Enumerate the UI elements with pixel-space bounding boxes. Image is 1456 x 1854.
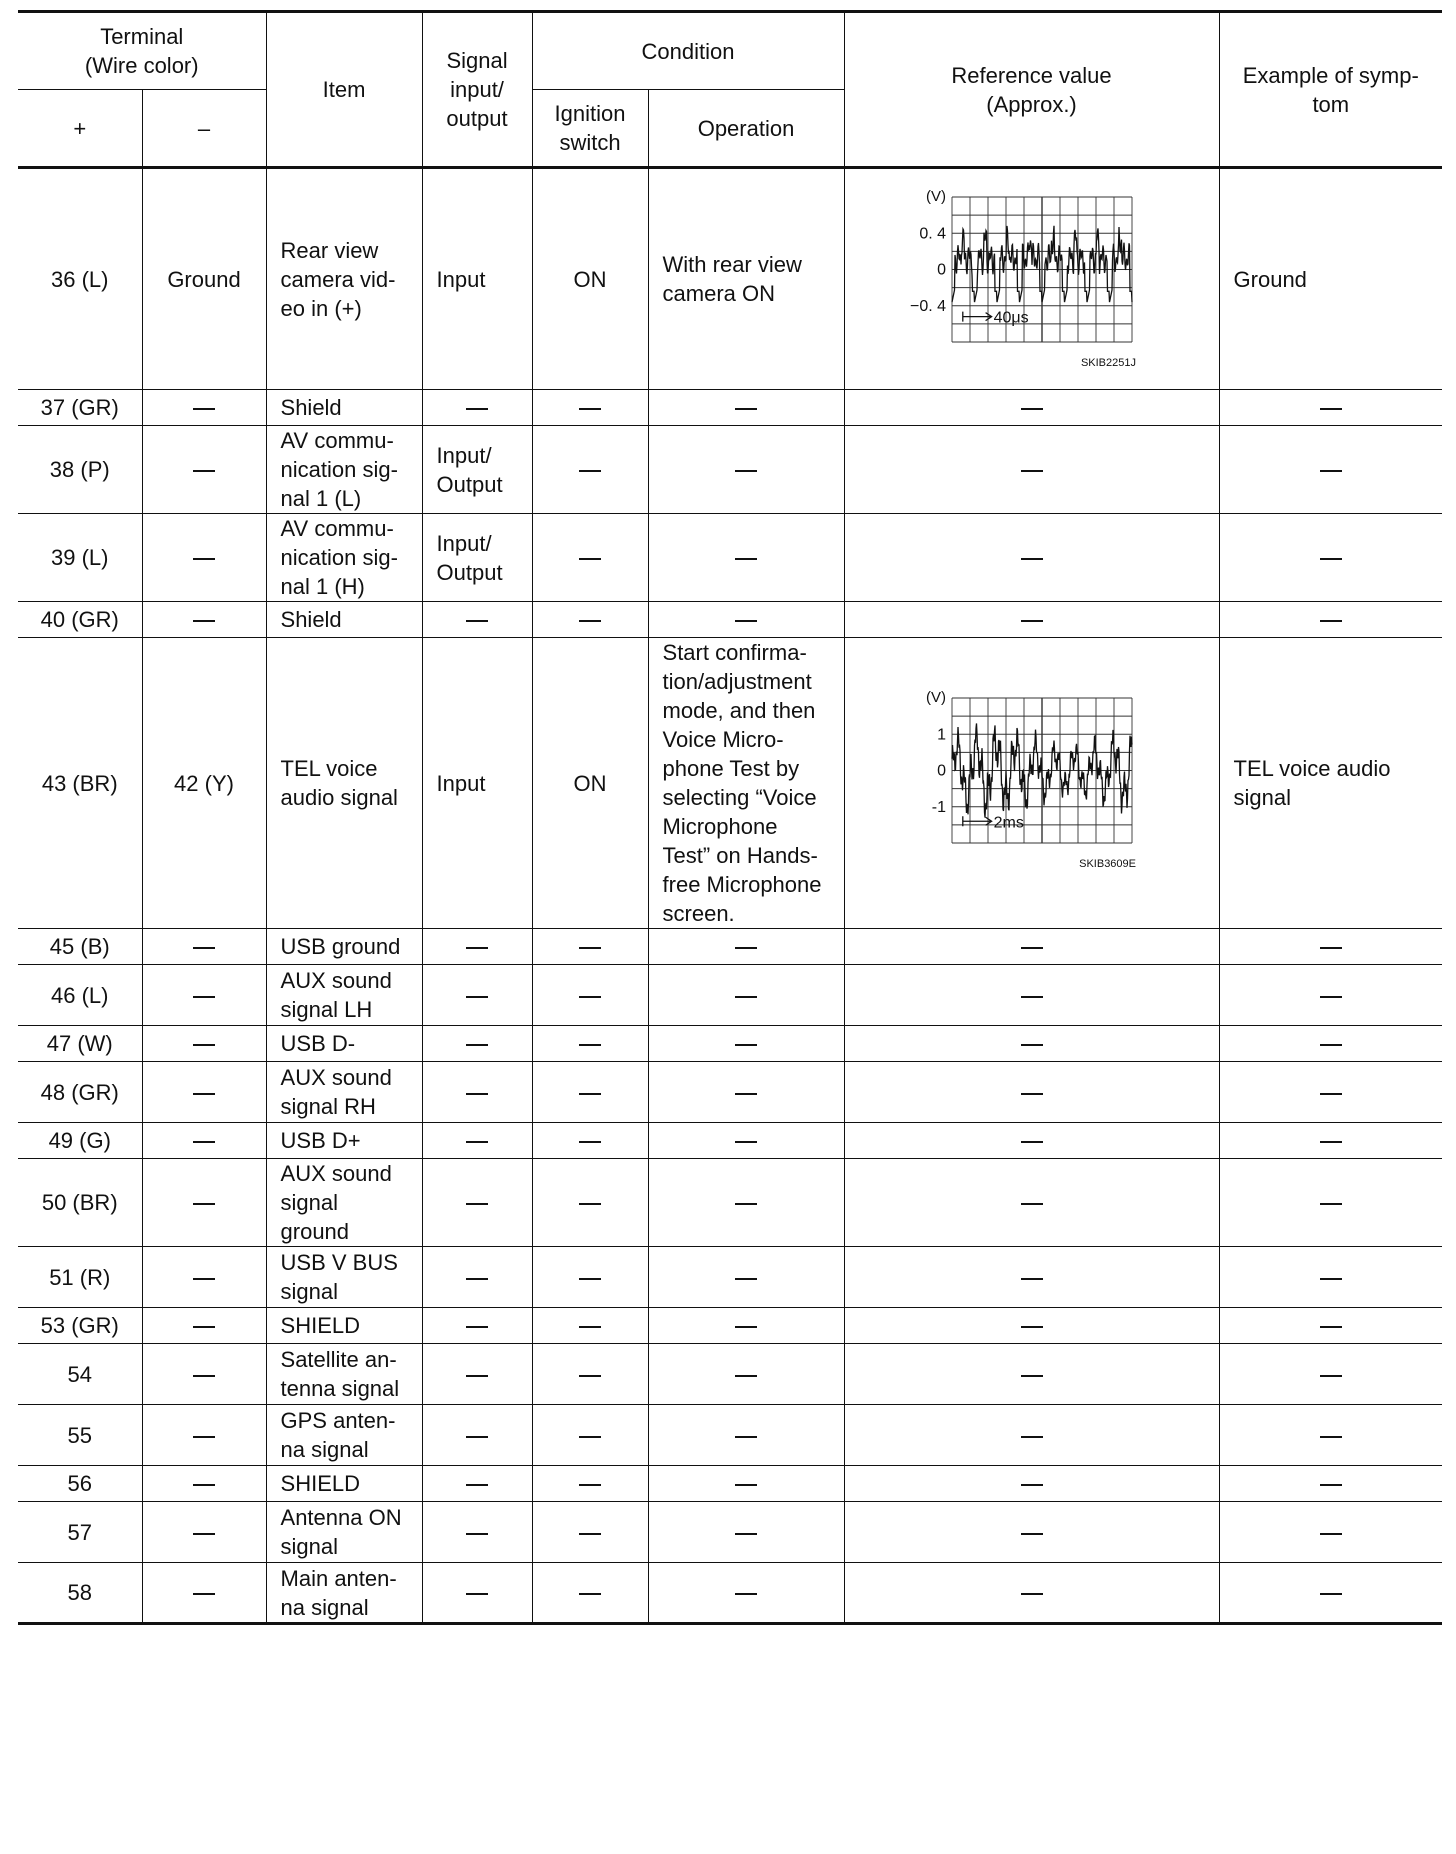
- signal-cell: [422, 390, 532, 426]
- symptom-cell: [1219, 602, 1442, 638]
- reference-cell: [844, 1563, 1219, 1624]
- terminal-plus-cell: 36 (L): [18, 168, 142, 390]
- dash: [735, 470, 757, 472]
- dash: [1021, 620, 1043, 622]
- terminal-minus-cell: [142, 1123, 266, 1159]
- terminal-minus-cell: [142, 390, 266, 426]
- dash: [193, 558, 215, 560]
- dash: [1021, 1141, 1043, 1143]
- waveform-tick-label: 0: [936, 261, 946, 279]
- dash: [1320, 620, 1342, 622]
- ignition-cell: [532, 929, 648, 965]
- dash: [579, 558, 601, 560]
- dash: [193, 1093, 215, 1095]
- ignition-cell: [532, 1502, 648, 1563]
- dash: [1021, 408, 1043, 410]
- waveform-tick-label: −0. 4: [909, 297, 946, 315]
- reference-cell: [844, 1344, 1219, 1405]
- table-row: [18, 1062, 1442, 1123]
- operation-cell: [648, 1466, 844, 1502]
- symptom-cell: [1219, 1405, 1442, 1466]
- symptom-cell: [1219, 1308, 1442, 1344]
- dash: [735, 1203, 757, 1205]
- terminal-minus-cell: [142, 1247, 266, 1308]
- header-reference: Reference value (Approx.): [844, 12, 1219, 168]
- reference-cell: [844, 929, 1219, 965]
- terminal-minus-cell: [142, 602, 266, 638]
- waveform-tick-label: -1: [931, 798, 946, 816]
- terminal-plus-cell: 48 (GR): [18, 1062, 142, 1123]
- symptom-cell: [1219, 1062, 1442, 1123]
- ignition-cell: [532, 1159, 648, 1247]
- dash: [579, 470, 601, 472]
- dash: [193, 1278, 215, 1280]
- terminal-plus-cell: 49 (G): [18, 1123, 142, 1159]
- waveform-unit: (V): [925, 188, 946, 205]
- dash: [466, 947, 488, 949]
- dash: [466, 996, 488, 998]
- terminal-plus-cell: 55: [18, 1405, 142, 1466]
- signal-cell: Input: [422, 168, 532, 390]
- operation-cell: [648, 1502, 844, 1563]
- signal-cell: [422, 1308, 532, 1344]
- operation-cell: [648, 390, 844, 426]
- dash: [466, 1044, 488, 1046]
- ignition-cell: [532, 1026, 648, 1062]
- symptom-cell: [1219, 1466, 1442, 1502]
- dash: [1320, 1326, 1342, 1328]
- waveform-tick-label: 0. 4: [918, 225, 946, 243]
- item-cell: USB ground: [266, 929, 422, 965]
- operation-cell: [648, 1247, 844, 1308]
- symptom-cell: [1219, 1563, 1442, 1624]
- dash: [579, 620, 601, 622]
- dash: [579, 947, 601, 949]
- dash: [466, 1326, 488, 1328]
- terminal-minus-cell: [142, 1466, 266, 1502]
- terminal-minus-cell: [142, 1405, 266, 1466]
- item-cell: Antenna ON signal: [266, 1502, 422, 1563]
- dash: [1320, 947, 1342, 949]
- waveform-chart: [882, 179, 1182, 379]
- terminal-minus-cell: Ground: [142, 168, 266, 390]
- dash: [735, 408, 757, 410]
- dash: [1021, 1436, 1043, 1438]
- symptom-cell: [1219, 929, 1442, 965]
- dash: [466, 1278, 488, 1280]
- dash: [735, 1044, 757, 1046]
- terminal-plus-cell: 45 (B): [18, 929, 142, 965]
- dash: [579, 408, 601, 410]
- item-cell: Shield: [266, 602, 422, 638]
- terminal-plus-cell: 50 (BR): [18, 1159, 142, 1247]
- dash: [193, 620, 215, 622]
- symptom-cell: [1219, 1026, 1442, 1062]
- dash: [193, 1326, 215, 1328]
- signal-cell: [422, 1466, 532, 1502]
- dash: [1320, 1044, 1342, 1046]
- item-cell: AUX sound signal LH: [266, 965, 422, 1026]
- dash: [193, 408, 215, 410]
- dash: [1320, 558, 1342, 560]
- operation-cell: [648, 1123, 844, 1159]
- dash: [735, 558, 757, 560]
- reference-cell: [844, 514, 1219, 602]
- reference-cell: [844, 426, 1219, 514]
- terminal-minus-cell: [142, 965, 266, 1026]
- waveform-chart: [882, 680, 1182, 886]
- item-cell: Satellite an- tenna signal: [266, 1344, 422, 1405]
- table-row: [18, 1466, 1442, 1502]
- dash: [1320, 1593, 1342, 1595]
- dash: [735, 1278, 757, 1280]
- signal-cell: Input/ Output: [422, 514, 532, 602]
- dash: [466, 1093, 488, 1095]
- dash: [193, 1203, 215, 1205]
- table-row: [18, 929, 1442, 965]
- dash: [1021, 1326, 1043, 1328]
- dash: [466, 408, 488, 410]
- dash: [1021, 1203, 1043, 1205]
- waveform-tick-label: 1: [936, 726, 946, 744]
- dash: [579, 1044, 601, 1046]
- terminal-table-sheet: [18, 10, 1442, 1625]
- dash: [466, 1484, 488, 1486]
- reference-cell: [844, 1247, 1219, 1308]
- dash: [579, 1375, 601, 1377]
- waveform-tick-label: 0: [936, 762, 946, 780]
- terminal-table: [18, 10, 1442, 1625]
- operation-cell: [648, 1563, 844, 1624]
- dash: [1021, 1044, 1043, 1046]
- dash: [466, 1533, 488, 1535]
- dash: [1021, 1593, 1043, 1595]
- ignition-cell: [532, 426, 648, 514]
- dash: [1021, 1093, 1043, 1095]
- dash: [735, 620, 757, 622]
- header-ignition: Ignition switch: [532, 90, 648, 168]
- terminal-plus-cell: 47 (W): [18, 1026, 142, 1062]
- dash: [735, 1593, 757, 1595]
- ignition-cell: [532, 602, 648, 638]
- dash: [193, 1484, 215, 1486]
- symptom-cell: Ground: [1219, 168, 1442, 390]
- ignition-cell: ON: [532, 168, 648, 390]
- dash: [1320, 1484, 1342, 1486]
- ignition-cell: [532, 1308, 648, 1344]
- terminal-minus-cell: [142, 1344, 266, 1405]
- ignition-cell: [532, 514, 648, 602]
- header-operation: Operation: [648, 90, 844, 168]
- dash: [466, 1375, 488, 1377]
- operation-cell: [648, 1308, 844, 1344]
- table-row: [18, 426, 1442, 514]
- reference-cell: [844, 1466, 1219, 1502]
- ignition-cell: [532, 1123, 648, 1159]
- reference-cell: [844, 638, 1219, 929]
- ignition-cell: [532, 390, 648, 426]
- dash: [1320, 1093, 1342, 1095]
- terminal-plus-cell: 57: [18, 1502, 142, 1563]
- header-plus: +: [18, 90, 142, 168]
- dash: [1021, 947, 1043, 949]
- item-cell: SHIELD: [266, 1466, 422, 1502]
- table-row: [18, 1308, 1442, 1344]
- item-cell: AUX sound signal RH: [266, 1062, 422, 1123]
- dash: [579, 1093, 601, 1095]
- waveform-code: SKIB2251J: [1080, 357, 1136, 369]
- dash: [1320, 1203, 1342, 1205]
- dash: [1320, 408, 1342, 410]
- dash: [735, 1484, 757, 1486]
- dash: [579, 1326, 601, 1328]
- dash: [579, 1484, 601, 1486]
- reference-cell: [844, 1405, 1219, 1466]
- terminal-minus-cell: [142, 929, 266, 965]
- dash: [193, 1533, 215, 1535]
- signal-cell: Input: [422, 638, 532, 929]
- terminal-plus-cell: 37 (GR): [18, 390, 142, 426]
- terminal-minus-cell: [142, 1308, 266, 1344]
- waveform-timebase: 40μs: [993, 309, 1029, 327]
- item-cell: GPS anten- na signal: [266, 1405, 422, 1466]
- header-signal: Signal input/ output: [422, 12, 532, 168]
- reference-cell: [844, 390, 1219, 426]
- signal-cell: [422, 1405, 532, 1466]
- item-cell: USB D+: [266, 1123, 422, 1159]
- reference-cell: [844, 1308, 1219, 1344]
- table-row: [18, 390, 1442, 426]
- ignition-cell: [532, 1062, 648, 1123]
- dash: [193, 1436, 215, 1438]
- dash: [1021, 996, 1043, 998]
- dash: [579, 1203, 601, 1205]
- terminal-minus-cell: [142, 514, 266, 602]
- table-row: [18, 1502, 1442, 1563]
- item-cell: AV commu- nication sig- nal 1 (H): [266, 514, 422, 602]
- terminal-minus-cell: [142, 1026, 266, 1062]
- signal-cell: [422, 929, 532, 965]
- dash: [579, 996, 601, 998]
- dash: [193, 1141, 215, 1143]
- header-symptom: Example of symp- tom: [1219, 12, 1442, 168]
- table-row: [18, 1247, 1442, 1308]
- terminal-plus-cell: 58: [18, 1563, 142, 1624]
- reference-cell: [844, 965, 1219, 1026]
- terminal-minus-cell: [142, 426, 266, 514]
- operation-cell: Start confirma- tion/adjustment mode, and then Voice Micro- phone Test by selecting “Voice Microphone Test” on Hands- free Microphone screen.: [648, 638, 844, 929]
- item-cell: TEL voice audio signal: [266, 638, 422, 929]
- item-cell: USB V BUS signal: [266, 1247, 422, 1308]
- dash: [193, 1044, 215, 1046]
- signal-cell: [422, 965, 532, 1026]
- symptom-cell: [1219, 426, 1442, 514]
- dash: [1320, 1533, 1342, 1535]
- table-row: [18, 168, 1442, 390]
- operation-cell: [648, 514, 844, 602]
- item-cell: Main anten- na signal: [266, 1563, 422, 1624]
- table-row: [18, 1344, 1442, 1405]
- dash: [1021, 1278, 1043, 1280]
- terminal-minus-cell: [142, 1062, 266, 1123]
- dash: [579, 1533, 601, 1535]
- header-condition: Condition: [532, 12, 844, 90]
- reference-cell: [844, 1026, 1219, 1062]
- ignition-cell: ON: [532, 638, 648, 929]
- reference-cell: [844, 1159, 1219, 1247]
- operation-cell: [648, 965, 844, 1026]
- dash: [735, 947, 757, 949]
- dash: [735, 1375, 757, 1377]
- dash: [1021, 558, 1043, 560]
- dash: [579, 1436, 601, 1438]
- table-row: [18, 1123, 1442, 1159]
- ignition-cell: [532, 965, 648, 1026]
- ignition-cell: [532, 1405, 648, 1466]
- dash: [466, 1436, 488, 1438]
- dash: [735, 1533, 757, 1535]
- signal-cell: [422, 1123, 532, 1159]
- reference-cell: [844, 1062, 1219, 1123]
- symptom-cell: [1219, 1159, 1442, 1247]
- dash: [579, 1141, 601, 1143]
- dash: [735, 1141, 757, 1143]
- dash: [735, 1436, 757, 1438]
- item-cell: AUX sound signal ground: [266, 1159, 422, 1247]
- dash: [466, 1593, 488, 1595]
- dash: [193, 996, 215, 998]
- ignition-cell: [532, 1563, 648, 1624]
- operation-cell: [648, 1062, 844, 1123]
- item-cell: Shield: [266, 390, 422, 426]
- symptom-cell: [1219, 1502, 1442, 1563]
- terminal-plus-cell: 51 (R): [18, 1247, 142, 1308]
- waveform-timebase: 2ms: [993, 814, 1024, 832]
- reference-cell: [844, 1502, 1219, 1563]
- ignition-cell: [532, 1247, 648, 1308]
- terminal-minus-cell: [142, 1563, 266, 1624]
- reference-cell: [844, 1123, 1219, 1159]
- signal-cell: [422, 1502, 532, 1563]
- dash: [579, 1593, 601, 1595]
- symptom-cell: [1219, 1247, 1442, 1308]
- dash: [466, 620, 488, 622]
- signal-cell: [422, 1062, 532, 1123]
- terminal-plus-cell: 40 (GR): [18, 602, 142, 638]
- symptom-cell: [1219, 1123, 1442, 1159]
- dash: [193, 1375, 215, 1377]
- timebase-arrow: [962, 312, 991, 322]
- dash: [1320, 1375, 1342, 1377]
- symptom-cell: [1219, 1344, 1442, 1405]
- dash: [735, 1326, 757, 1328]
- terminal-minus-cell: [142, 1502, 266, 1563]
- table-body: [18, 168, 1442, 1624]
- table-row: [18, 514, 1442, 602]
- symptom-cell: [1219, 514, 1442, 602]
- item-cell: AV commu- nication sig- nal 1 (L): [266, 426, 422, 514]
- table-row: [18, 965, 1442, 1026]
- dash: [466, 1203, 488, 1205]
- dash: [1320, 1278, 1342, 1280]
- waveform-unit: (V): [925, 689, 946, 706]
- operation-cell: With rear view camera ON: [648, 168, 844, 390]
- signal-cell: [422, 602, 532, 638]
- terminal-plus-cell: 53 (GR): [18, 1308, 142, 1344]
- table-row: [18, 1405, 1442, 1466]
- operation-cell: [648, 1405, 844, 1466]
- operation-cell: [648, 1026, 844, 1062]
- dash: [735, 1093, 757, 1095]
- operation-cell: [648, 1344, 844, 1405]
- operation-cell: [648, 929, 844, 965]
- operation-cell: [648, 1159, 844, 1247]
- terminal-minus-cell: [142, 1159, 266, 1247]
- terminal-plus-cell: 54: [18, 1344, 142, 1405]
- terminal-plus-cell: 56: [18, 1466, 142, 1502]
- dash: [1320, 1436, 1342, 1438]
- ignition-cell: [532, 1344, 648, 1405]
- item-cell: SHIELD: [266, 1308, 422, 1344]
- dash: [1320, 996, 1342, 998]
- signal-cell: [422, 1026, 532, 1062]
- signal-cell: [422, 1247, 532, 1308]
- terminal-minus-cell: 42 (Y): [142, 638, 266, 929]
- header-minus: –: [142, 90, 266, 168]
- dash: [1021, 1375, 1043, 1377]
- terminal-plus-cell: 39 (L): [18, 514, 142, 602]
- operation-cell: [648, 602, 844, 638]
- signal-cell: [422, 1563, 532, 1624]
- dash: [1320, 470, 1342, 472]
- dash: [1021, 470, 1043, 472]
- ignition-cell: [532, 1466, 648, 1502]
- table-row: [18, 638, 1442, 929]
- waveform-code: SKIB3609E: [1078, 858, 1136, 870]
- signal-cell: Input/ Output: [422, 426, 532, 514]
- dash: [1320, 1141, 1342, 1143]
- terminal-plus-cell: 38 (P): [18, 426, 142, 514]
- table-row: [18, 1159, 1442, 1247]
- operation-cell: [648, 426, 844, 514]
- table-row: [18, 602, 1442, 638]
- dash: [466, 1141, 488, 1143]
- dash: [579, 1278, 601, 1280]
- symptom-cell: TEL voice audio signal: [1219, 638, 1442, 929]
- signal-cell: [422, 1344, 532, 1405]
- header-terminal: Terminal (Wire color): [18, 12, 266, 90]
- symptom-cell: [1219, 965, 1442, 1026]
- reference-cell: [844, 168, 1219, 390]
- terminal-plus-cell: 46 (L): [18, 965, 142, 1026]
- dash: [735, 996, 757, 998]
- signal-cell: [422, 1159, 532, 1247]
- dash: [193, 947, 215, 949]
- dash: [193, 1593, 215, 1595]
- reference-cell: [844, 602, 1219, 638]
- dash: [1021, 1533, 1043, 1535]
- item-cell: USB D-: [266, 1026, 422, 1062]
- dash: [1021, 1484, 1043, 1486]
- symptom-cell: [1219, 390, 1442, 426]
- table-row: [18, 1563, 1442, 1624]
- dash: [193, 470, 215, 472]
- table-row: [18, 1026, 1442, 1062]
- item-cell: Rear view camera vid- eo in (+): [266, 168, 422, 390]
- terminal-plus-cell: 43 (BR): [18, 638, 142, 929]
- header-item: Item: [266, 12, 422, 168]
